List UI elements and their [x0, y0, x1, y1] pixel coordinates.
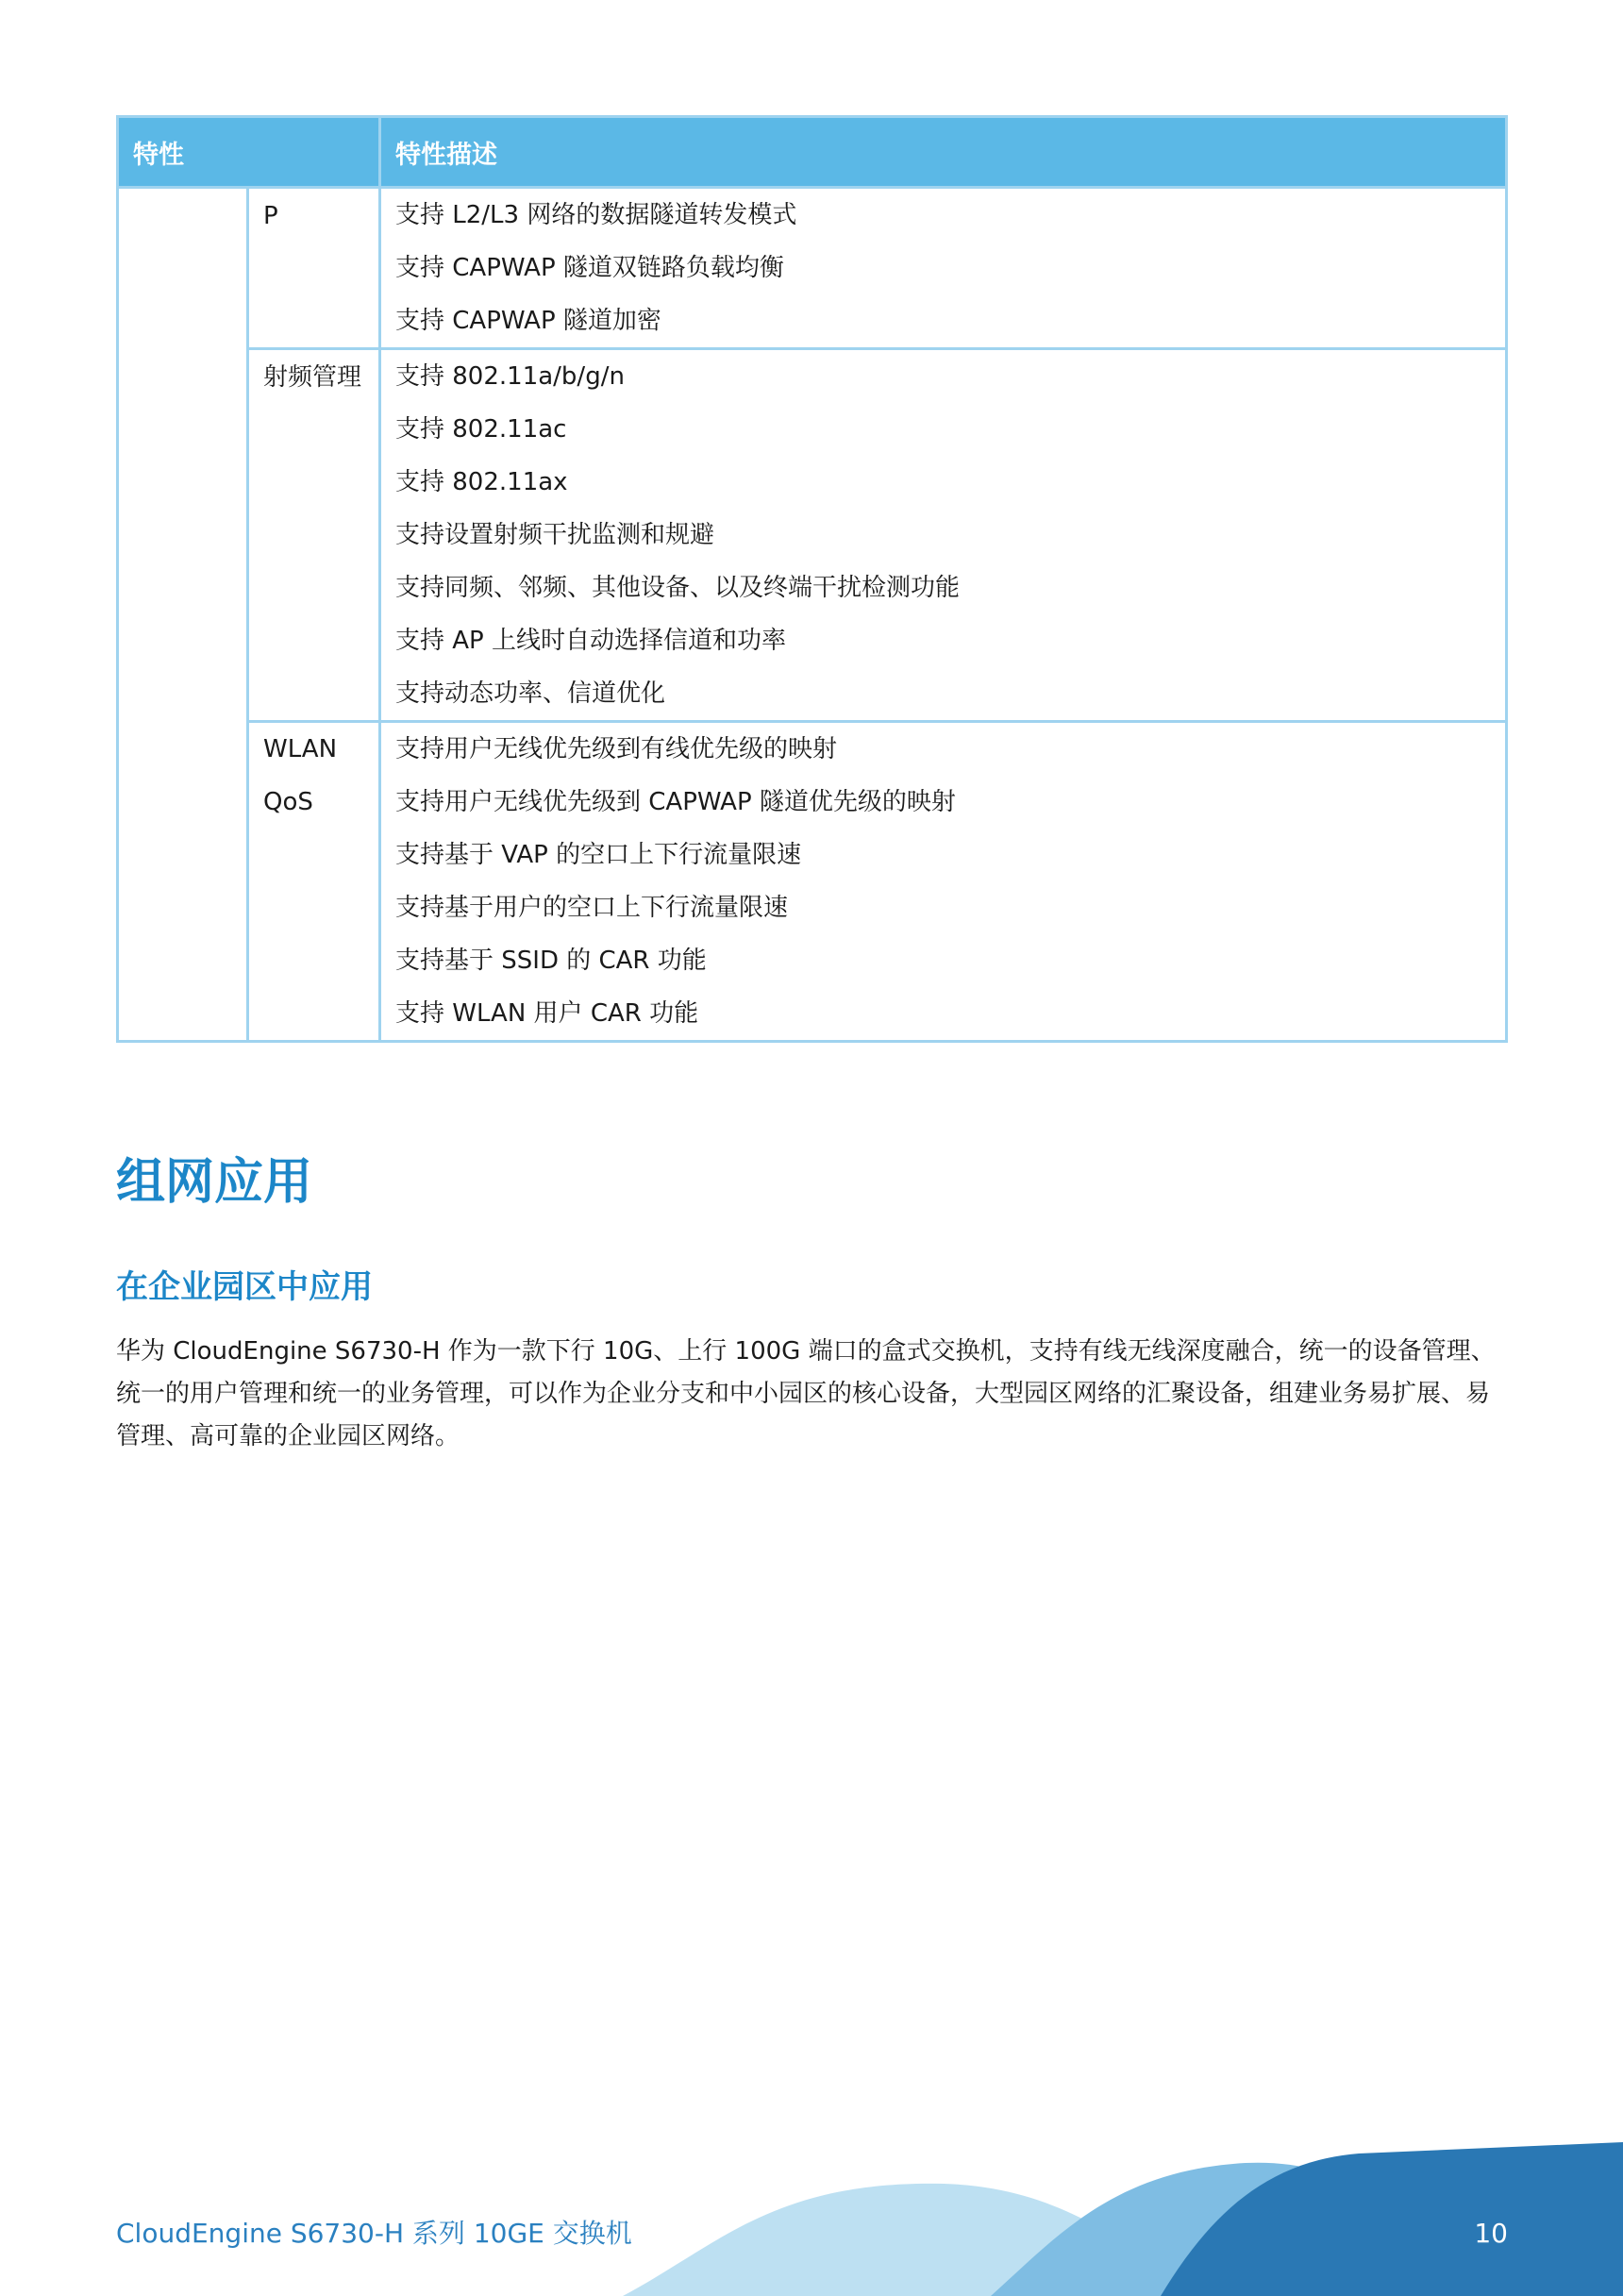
body-paragraph: 华为 CloudEngine S6730-H 作为一款下行 10G、上行 100G 端口的盒式交换机，支持有线无线深度融合，统一的设备管理、统一的用户管理和统一的业务管理，可以作为企业分支和中小园区的核心设备，大型园区网络的汇聚设备，组建业务易扩展、易管理、高可靠的企业园区网络。 — [116, 1337, 1496, 1450]
description-line: 支持 802.11ax — [395, 468, 568, 496]
description-line: 支持用户无线优先级到 CAPWAP 隧道优先级的映射 — [395, 788, 956, 816]
description-line: 支持基于 SSID 的 CAR 功能 — [395, 947, 707, 975]
category-cell — [118, 188, 248, 1042]
sub-feature-cell — [248, 349, 380, 722]
sub-feature-cell — [248, 722, 380, 1042]
table-row — [118, 349, 1507, 722]
description-line: 支持 L2/L3 网络的数据隧道转发模式 — [395, 201, 797, 229]
header-description: 特性描述 — [380, 117, 1507, 188]
header-feature: 特性 — [118, 117, 380, 188]
table-row — [118, 722, 1507, 1042]
subsection-title: 在企业园区中应用 — [116, 1268, 373, 1306]
description-line: 支持 AP 上线时自动选择信道和功率 — [395, 627, 786, 655]
description-cell — [380, 722, 1507, 1042]
description-line: 支持 WLAN 用户 CAR 功能 — [395, 999, 699, 1028]
description-line: 支持动态功率、信道优化 — [395, 679, 666, 708]
spec-table — [116, 115, 1508, 1043]
description-line: 支持设置射频干扰监测和规避 — [395, 521, 715, 549]
description-line: 支持 CAPWAP 隧道加密 — [395, 307, 661, 335]
sub-feature-cell — [248, 188, 380, 349]
footer-title: CloudEngine S6730-H 系列 10GE 交换机 — [116, 2218, 632, 2249]
description-line: 支持 802.11a/b/g/n — [395, 362, 625, 391]
description-line: 支持 802.11ac — [395, 415, 567, 444]
sub-feature-label: P — [263, 202, 278, 230]
sub-feature-label: 射频管理 — [263, 363, 362, 392]
description-line: 支持基于 VAP 的空口上下行流量限速 — [395, 841, 802, 869]
page-number: 10 — [1474, 2218, 1508, 2249]
table-header-row — [118, 117, 1507, 188]
section-title: 组网应用 — [116, 1154, 313, 1211]
description-line: 支持 CAPWAP 隧道双链路负载均衡 — [395, 254, 784, 282]
description-cell — [380, 349, 1507, 722]
sub-feature-label: QoS — [263, 788, 313, 816]
table-row — [118, 188, 1507, 349]
description-line: 支持用户无线优先级到有线优先级的映射 — [395, 735, 838, 763]
sub-feature-label: WLAN — [263, 735, 338, 763]
description-cell — [380, 188, 1507, 349]
description-line: 支持基于用户的空口上下行流量限速 — [395, 894, 789, 922]
description-line: 支持同频、邻频、其他设备、以及终端干扰检测功能 — [395, 574, 961, 602]
